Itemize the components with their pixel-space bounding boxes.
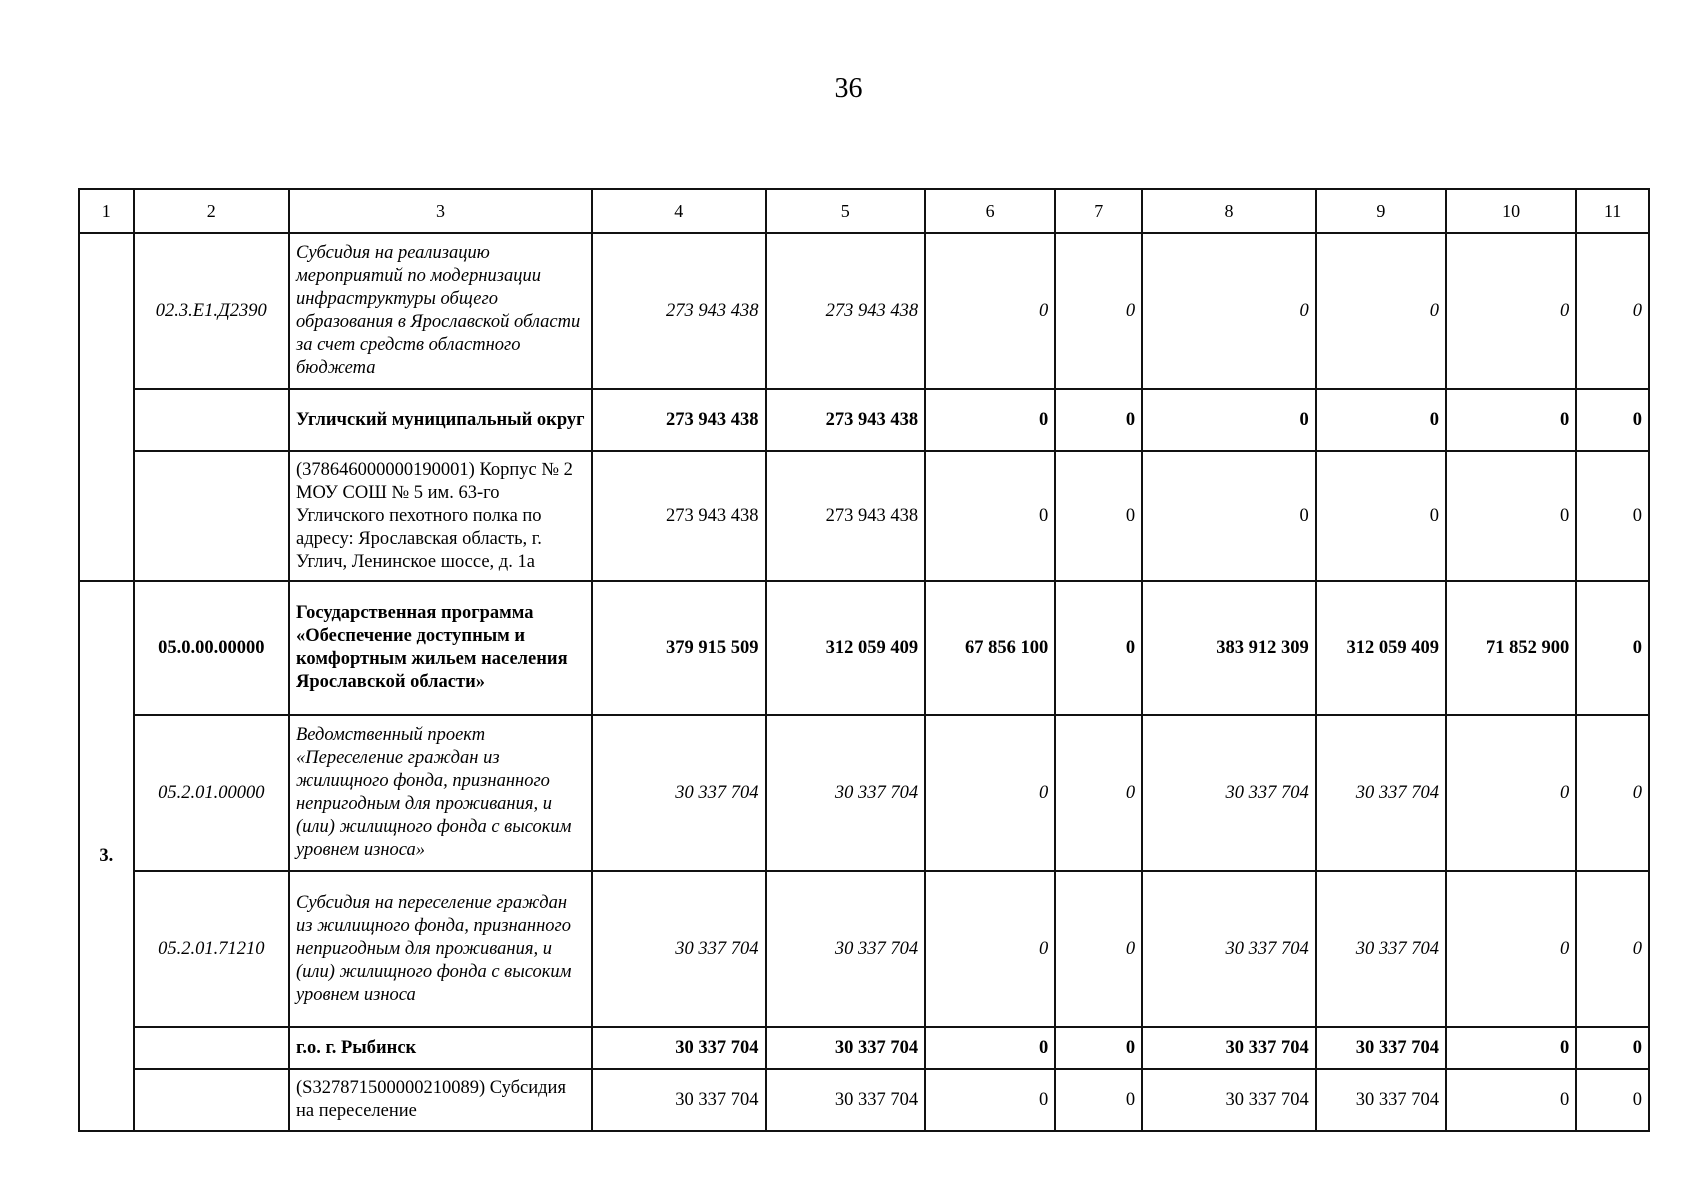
table-row [79, 715, 1649, 871]
value-cell-6: 67 856 100 [925, 581, 1055, 715]
value-cell-11: 0 [1576, 389, 1649, 451]
code-cell [134, 1027, 289, 1069]
table-row [79, 1027, 1649, 1069]
value-cell-4: 379 915 509 [592, 581, 766, 715]
value-cell-5: 273 943 438 [766, 451, 926, 581]
description-cell: Ведомственный проект «Переселение граждан из жилищного фонда, признанного непригодным для проживания, и (или) жилищного фонда с высоким уровнем износа» [289, 715, 592, 871]
value-cell-10: 0 [1446, 451, 1576, 581]
value-cell-9: 30 337 704 [1316, 1069, 1446, 1131]
value-cell-8: 0 [1142, 389, 1316, 451]
value-cell-7: 0 [1055, 233, 1142, 389]
value-cell-5: 30 337 704 [766, 1069, 926, 1131]
header-row [79, 189, 1649, 233]
value-cell-8: 30 337 704 [1142, 871, 1316, 1027]
header-cell-10: 10 [1446, 189, 1576, 233]
value-cell-6: 0 [925, 233, 1055, 389]
value-cell-11: 0 [1576, 1069, 1649, 1131]
description-cell: (378646000000190001) Корпус № 2 МОУ СОШ № 5 им. 63-го Угличского пехотного полка по адресу: Ярославская область, г. Углич, Ленинское шоссе, д. 1а [289, 451, 592, 581]
value-cell-10: 0 [1446, 715, 1576, 871]
value-cell-5: 273 943 438 [766, 233, 926, 389]
value-cell-7: 0 [1055, 581, 1142, 715]
value-cell-8: 30 337 704 [1142, 1069, 1316, 1131]
value-cell-8: 0 [1142, 451, 1316, 581]
code-cell [134, 389, 289, 451]
value-cell-10: 0 [1446, 1069, 1576, 1131]
value-cell-4: 273 943 438 [592, 389, 766, 451]
value-cell-6: 0 [925, 451, 1055, 581]
value-cell-9: 312 059 409 [1316, 581, 1446, 715]
value-cell-8: 383 912 309 [1142, 581, 1316, 715]
description-cell: Угличский муниципальный округ [289, 389, 592, 451]
header-cell-3: 3 [289, 189, 592, 233]
value-cell-11: 0 [1576, 233, 1649, 389]
value-cell-11: 0 [1576, 581, 1649, 715]
value-cell-9: 0 [1316, 451, 1446, 581]
code-cell: 05.0.00.00000 [134, 581, 289, 715]
value-cell-8: 0 [1142, 233, 1316, 389]
value-cell-11: 0 [1576, 451, 1649, 581]
value-cell-6: 0 [925, 871, 1055, 1027]
value-cell-8: 30 337 704 [1142, 1027, 1316, 1069]
header-cell-8: 8 [1142, 189, 1316, 233]
row-number-cell [79, 233, 134, 581]
value-cell-5: 30 337 704 [766, 871, 926, 1027]
value-cell-10: 0 [1446, 871, 1576, 1027]
header-cell-6: 6 [925, 189, 1055, 233]
header-cell-2: 2 [134, 189, 289, 233]
value-cell-5: 273 943 438 [766, 389, 926, 451]
value-cell-11: 0 [1576, 1027, 1649, 1069]
value-cell-7: 0 [1055, 715, 1142, 871]
value-cell-7: 0 [1055, 871, 1142, 1027]
value-cell-9: 30 337 704 [1316, 715, 1446, 871]
description-cell: (S327871500000210089) Субсидия на переселение [289, 1069, 592, 1131]
value-cell-6: 0 [925, 715, 1055, 871]
value-cell-4: 30 337 704 [592, 871, 766, 1027]
description-cell: г.о. г. Рыбинск [289, 1027, 592, 1069]
header-cell-7: 7 [1055, 189, 1142, 233]
code-cell: 05.2.01.00000 [134, 715, 289, 871]
value-cell-9: 0 [1316, 233, 1446, 389]
value-cell-10: 0 [1446, 1027, 1576, 1069]
value-cell-7: 0 [1055, 1027, 1142, 1069]
description-cell: Государственная программа «Обеспечение доступным и комфортным жильем населения Ярославской области» [289, 581, 592, 715]
budget-table [78, 188, 1650, 1132]
header-cell-9: 9 [1316, 189, 1446, 233]
code-cell: 05.2.01.71210 [134, 871, 289, 1027]
value-cell-6: 0 [925, 1069, 1055, 1131]
value-cell-9: 0 [1316, 389, 1446, 451]
header-cell-5: 5 [766, 189, 926, 233]
value-cell-7: 0 [1055, 1069, 1142, 1131]
code-cell [134, 1069, 289, 1131]
value-cell-4: 30 337 704 [592, 1027, 766, 1069]
value-cell-5: 312 059 409 [766, 581, 926, 715]
value-cell-9: 30 337 704 [1316, 1027, 1446, 1069]
value-cell-4: 273 943 438 [592, 233, 766, 389]
value-cell-5: 30 337 704 [766, 715, 926, 871]
value-cell-11: 0 [1576, 871, 1649, 1027]
value-cell-6: 0 [925, 1027, 1055, 1069]
description-cell: Субсидия на переселение граждан из жилищного фонда, признанного непригодным для проживания, и (или) жилищного фонда с высоким уровнем износа [289, 871, 592, 1027]
table-row [79, 233, 1649, 389]
page-number: 36 [834, 73, 863, 104]
value-cell-4: 273 943 438 [592, 451, 766, 581]
header-cell-1: 1 [79, 189, 134, 233]
value-cell-8: 30 337 704 [1142, 715, 1316, 871]
header-cell-4: 4 [592, 189, 766, 233]
value-cell-4: 30 337 704 [592, 1069, 766, 1131]
description-cell: Субсидия на реализацию мероприятий по модернизации инфраструктуры общего образования в Ярославской области за счет средств областного бюджета [289, 233, 592, 389]
table-row [79, 581, 1649, 715]
table-row [79, 871, 1649, 1027]
value-cell-4: 30 337 704 [592, 715, 766, 871]
row-number-cell: 3. [79, 581, 134, 1131]
value-cell-10: 0 [1446, 233, 1576, 389]
header-cell-11: 11 [1576, 189, 1649, 233]
value-cell-7: 0 [1055, 389, 1142, 451]
value-cell-11: 0 [1576, 715, 1649, 871]
value-cell-10: 0 [1446, 389, 1576, 451]
code-cell: 02.3.E1.Д2390 [134, 233, 289, 389]
value-cell-9: 30 337 704 [1316, 871, 1446, 1027]
value-cell-7: 0 [1055, 451, 1142, 581]
code-cell [134, 451, 289, 581]
table-row [79, 1069, 1649, 1131]
value-cell-6: 0 [925, 389, 1055, 451]
table-row [79, 389, 1649, 451]
table-row [79, 451, 1649, 581]
value-cell-10: 71 852 900 [1446, 581, 1576, 715]
value-cell-5: 30 337 704 [766, 1027, 926, 1069]
